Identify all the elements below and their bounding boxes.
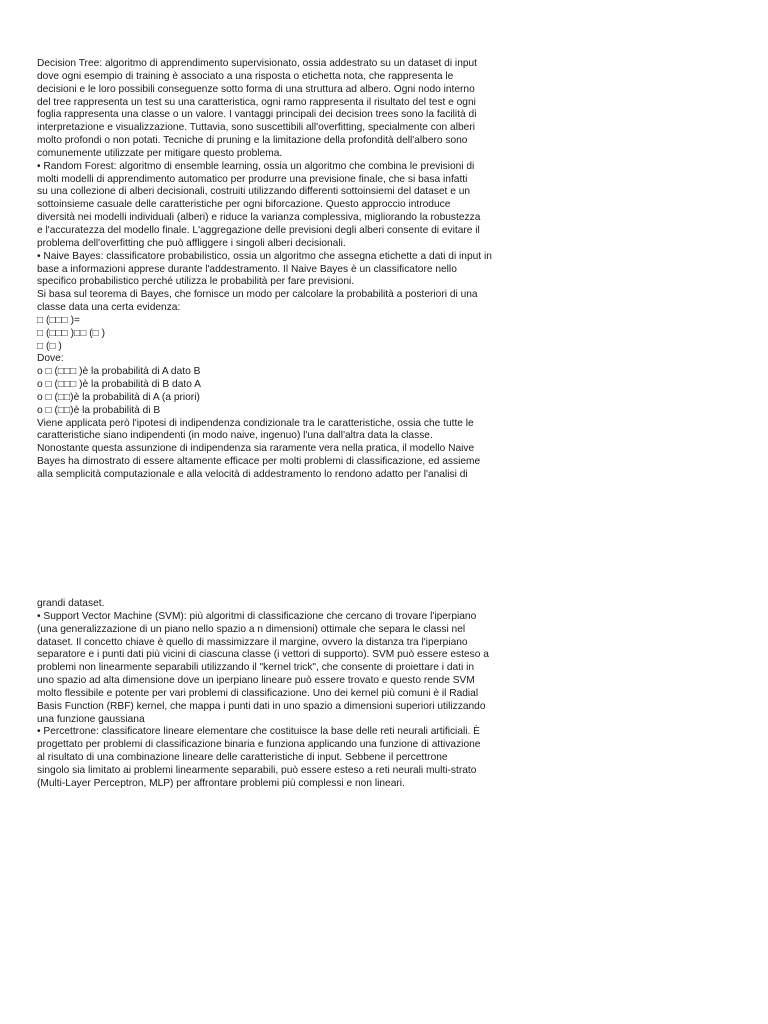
- text-line: specifico probabilistico perché utilizza le probabilità per fare previsioni.: [37, 276, 355, 288]
- text-line: □ (□□□ )□□ (□ ): [37, 327, 105, 339]
- text-line: Bayes ha dimostrato di essere altamente efficace per molti problemi di classificazione, ed assieme: [37, 456, 481, 468]
- text-line: o □ (□□□ )è la probabilità di A dato B: [37, 366, 201, 378]
- text-line: diversità nei modelli individuali (alberi) e riduce la varianza complessiva, migliorando la robustezza: [37, 212, 481, 224]
- text-line: • Naive Bayes: classificatore probabilistico, ossia un algoritmo che assegna etichette a dati di input in: [37, 250, 492, 262]
- text-line: interpretazione e visualizzazione. Tuttavia, sono suscettibili all'overfitting, specialmente con alberi: [37, 122, 475, 134]
- text-line: Basis Function (RBF) kernel, che mappa i punti dati in uno spazio a dimensioni superiori utilizzando: [37, 700, 486, 712]
- text-line: una funzione gaussiana: [37, 713, 145, 725]
- text-line: • Percettrone: classificatore lineare elementare che costituisce la base delle reti neurali artificiali. È: [37, 726, 480, 738]
- text-line: □ (□ ): [37, 340, 62, 352]
- text-line: molto flessibile e potente per vari problemi di classificazione. Uno dei kernel più comuni è il Radial: [37, 687, 479, 699]
- text-line: Nonostante questa assunzione di indipendenza sia raramente vera nella pratica, il modello Naive: [37, 443, 475, 455]
- text-line: grandi dataset.: [37, 598, 105, 609]
- text-line: progettato per problemi di classificazione binaria e funziona applicando una funzione di attivazione: [37, 739, 481, 751]
- text-line: • Support Vector Machine (SVM): più algoritmi di classificazione che cercano di trovare l'iperpiano: [37, 610, 477, 622]
- text-line: o □ (□□)è la probabilità di A (a priori): [37, 391, 200, 403]
- text-line: foglia rappresenta una classe o un valore. I vantaggi principali dei decision trees sono la facilità di: [37, 109, 477, 121]
- text-line: (una generalizzazione di un piano nello spazio a n dimensioni) ottimale che separa le classi nel: [37, 623, 466, 635]
- text-line: • Random Forest: algoritmo di ensemble learning, ossia un algoritmo che combina le previsioni di: [37, 160, 475, 172]
- text-line: dataset. Il concetto chiave è quello di massimizzare il margine, ovvero la distanza tra l'iperpiano: [37, 636, 468, 648]
- text-line: del tree rappresenta un test su una caratteristica, ogni ramo rappresenta il risultato del test e ogni: [37, 96, 476, 108]
- text-line: caratteristiche siano indipendenti (in modo naive, ingenuo) l'una dall'altra data la classe.: [37, 430, 433, 442]
- text-line: sottoinsieme casuale delle caratteristiche per ogni biforcazione. Questo approccio introduce: [37, 199, 451, 211]
- text-line: molti modelli di apprendimento automatico per produrre una previsione finale, che si basa infatti: [37, 173, 468, 185]
- text-line: uno spazio ad alta dimensione dove un iperpiano lineare può essere trovato e questo rende SVM: [37, 675, 475, 687]
- text-line: molto profondi o non potati. Tecniche di pruning e la limitazione della profondità dell'albero sono: [37, 135, 468, 147]
- text-line: □ (□□□ )=: [37, 314, 81, 326]
- text-line: classe data una certa evidenza:: [37, 302, 181, 314]
- text-line: alla semplicità computazionale e alla velocità di addestramento lo rendono adatto per l'analisi di: [37, 469, 468, 480]
- text-line: Viene applicata però l'ipotesi di indipendenza condizionale tra le caratteristiche, ossia che tutte le: [37, 417, 474, 429]
- text-line: al risultato di una combinazione lineare delle caratteristiche di input. Sebbene il percettrone: [37, 752, 448, 764]
- text-line: decisioni e le loro possibili conseguenze sotto forma di una struttura ad albero. Ogni nodo interno: [37, 83, 475, 95]
- text-line: Dove:: [37, 353, 64, 365]
- text-line: (Multi-Layer Perceptron, MLP) per affrontare problemi più complessi e non lineari.: [37, 777, 405, 789]
- text-line: base a informazioni apprese durante l'addestramento. Il Naive Bayes è un classificatore nello: [37, 263, 457, 275]
- text-line: e l'accuratezza del modello finale. L'aggregazione delle previsioni degli alberi consente di evitare il: [37, 224, 480, 236]
- text-line: dove ogni esempio di training è associato a una risposta o etichetta nota, che rappresenta le: [37, 70, 454, 82]
- text-line: problema dell'overfitting che può affliggere i singoli alberi decisionali.: [37, 237, 346, 249]
- text-line: problemi non linearmente separabili utilizzando il "kernel trick", che consente di proiettare i dati in: [37, 662, 475, 674]
- text-line: comunemente utilizzate per mitigare questo problema.: [37, 147, 283, 159]
- text-line: singolo sia limitato ai problemi linearmente separabili, può essere esteso a reti neurali multi-strato: [37, 764, 477, 776]
- text-block-bottom: [37, 598, 537, 791]
- text-line: Si basa sul teorema di Bayes, che fornisce un modo per calcolare la probabilità a posteriori di una: [37, 289, 478, 301]
- text-line: separatore e i punti dati più vicini di ciascuna classe (i vettori di supporto). SVM può essere esteso a: [37, 649, 489, 661]
- text-line: su una collezione di alberi decisionali, costruiti utilizzando differenti sottoinsiemi del dataset e un: [37, 186, 471, 198]
- text-line: Decision Tree: algoritmo di apprendimento supervisionato, ossia addestrato su un dataset di input: [37, 58, 478, 69]
- text-block-top: [37, 58, 537, 482]
- text-line: o □ (□□)è la probabilità di B: [37, 404, 161, 416]
- text-line: o □ (□□□ )è la probabilità di B dato A: [37, 379, 201, 391]
